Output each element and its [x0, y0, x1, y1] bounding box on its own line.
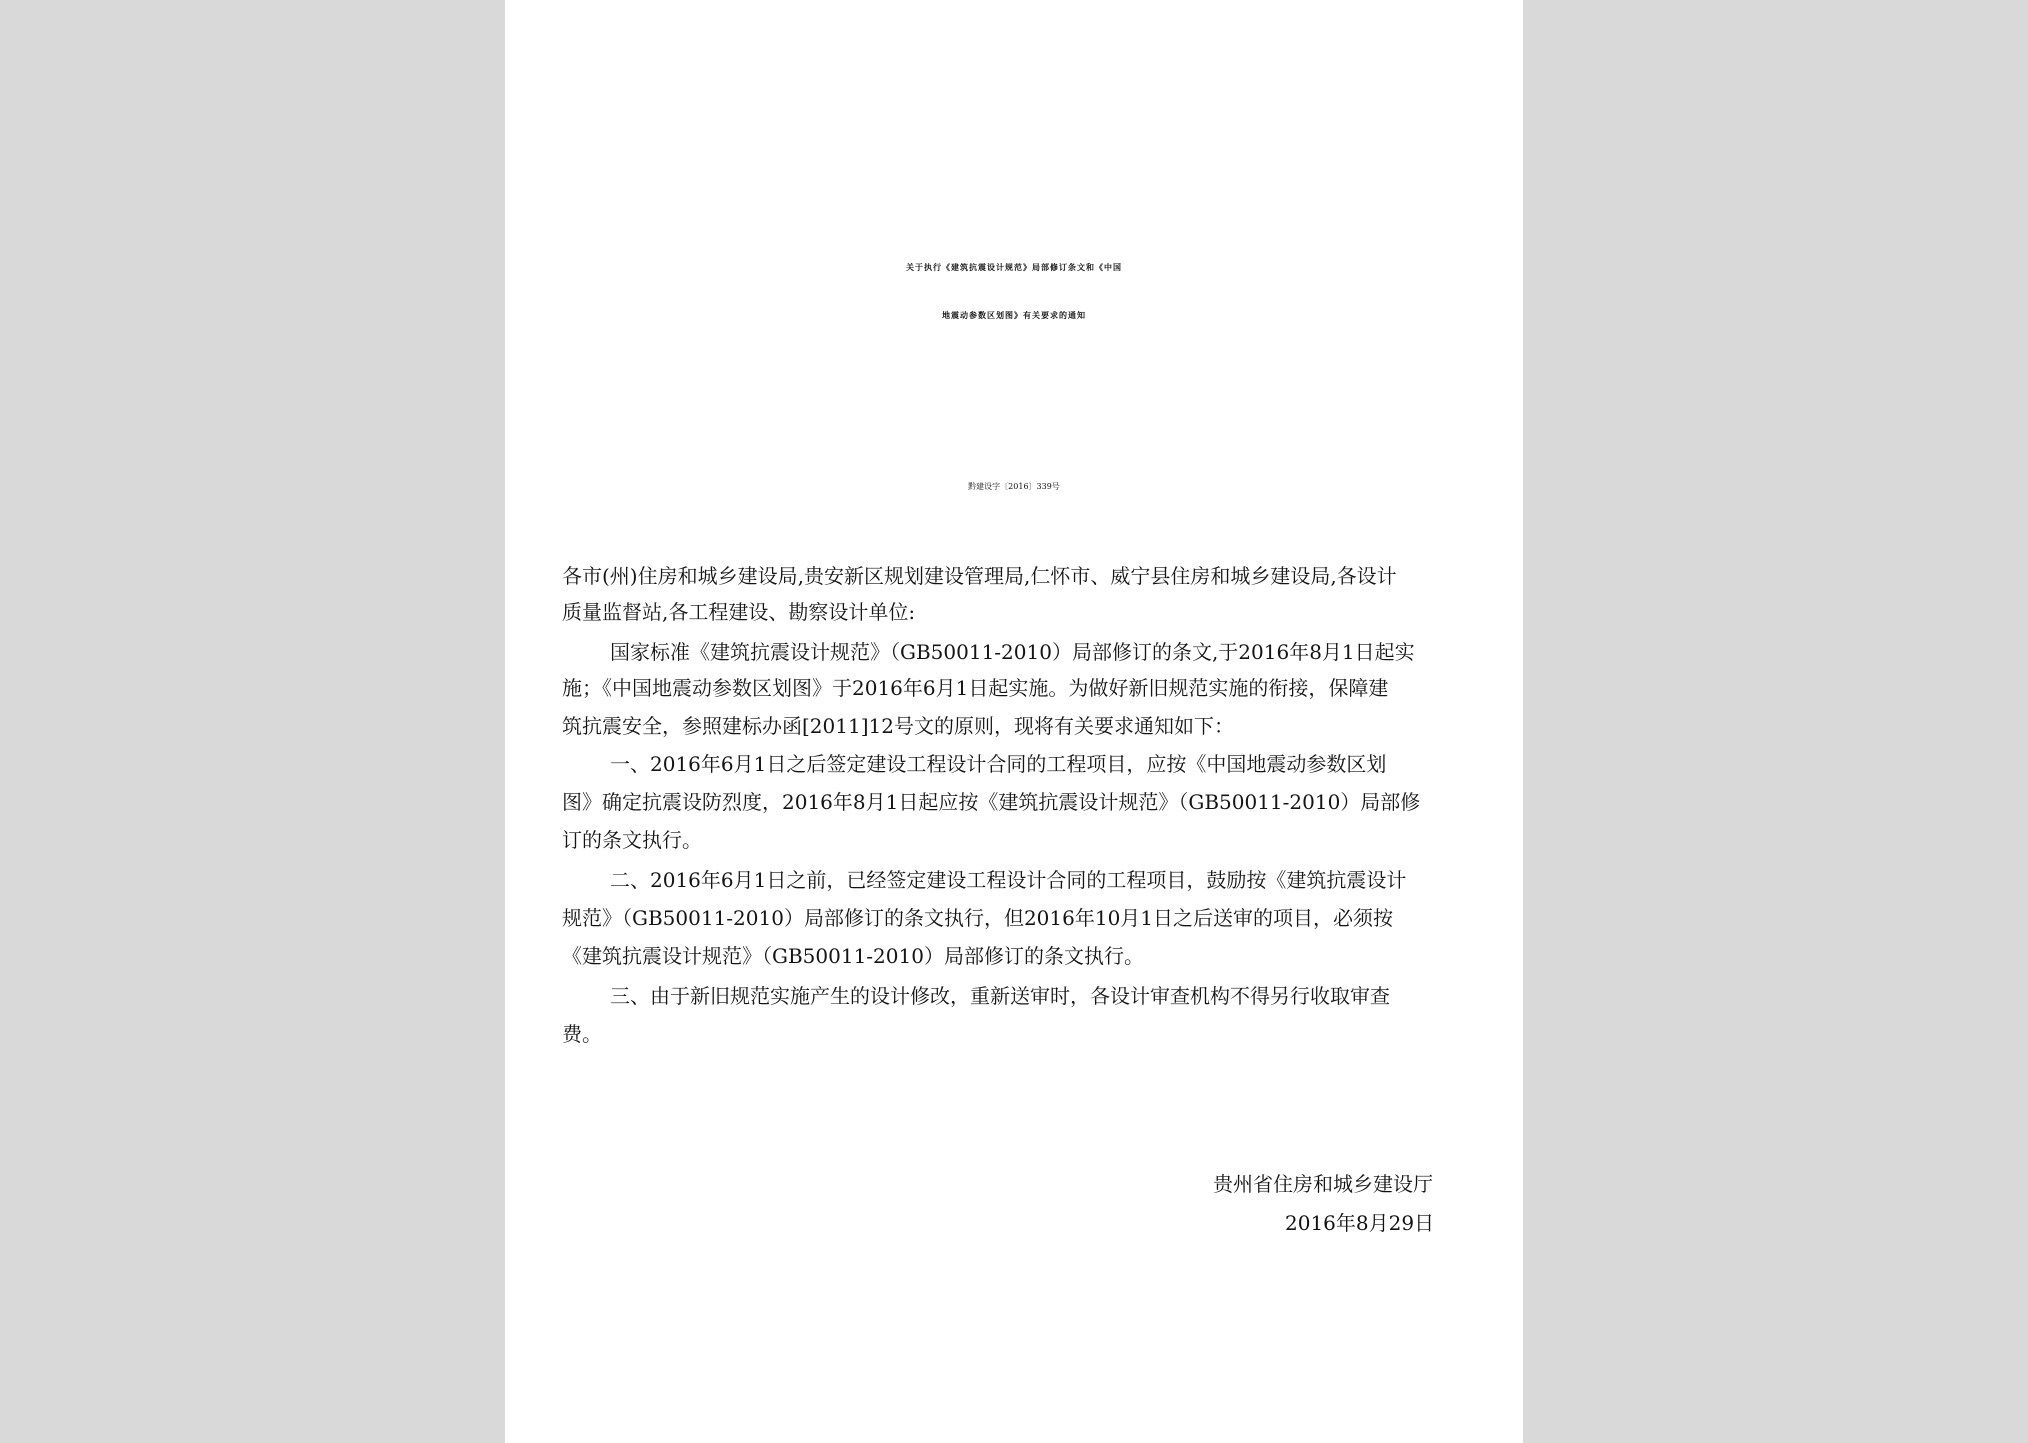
item-3-line-1: 三、由于新旧规范实施产生的设计修改，重新送审时，各设计审查机构不得另行收取审查 — [610, 984, 1390, 1008]
paragraph-intro-line-3: 筑抗震安全，参照建标办函[2011]12号文的原则，现将有关要求通知如下： — [562, 714, 1234, 738]
signature-date: 2016年8月29日 — [1285, 1211, 1435, 1235]
document-title-line-1: 关于执行《建筑抗震设计规范》局部修订条文和《中国 — [906, 262, 1122, 272]
item-2-line-2: 规范》（GB50011-2010）局部修订的条文执行，但2016年10月1日之后送审的项目，必须按 — [562, 906, 1394, 930]
item-1-line-2: 图》确定抗震设防烈度，2016年8月1日起应按《建筑抗震设计规范》（GB50011-2010）局部修 — [562, 790, 1421, 814]
item-2-line-1: 二、2016年6月1日之前，已经签定建设工程设计合同的工程项目，鼓励按《建筑抗震设计 — [610, 868, 1407, 892]
item-1-line-3: 订的条文执行。 — [562, 828, 702, 852]
item-3-line-2: 费。 — [562, 1022, 602, 1046]
document-number: 黔建设字〔2016〕339号 — [968, 482, 1060, 491]
signature-organization: 贵州省住房和城乡建设厅 — [1213, 1172, 1433, 1196]
paragraph-intro-line-1: 国家标准《建筑抗震设计规范》（GB50011-2010）局部修订的条文,于2016年8月1日起实 — [610, 640, 1415, 664]
recipients-line-2: 质量监督站,各工程建设、勘察设计单位: — [562, 600, 916, 624]
document-page — [505, 0, 1523, 1443]
item-2-line-3: 《建筑抗震设计规范》（GB50011-2010）局部修订的条文执行。 — [562, 944, 1144, 968]
document-title-line-2: 地震动参数区划图》有关要求的通知 — [942, 310, 1086, 320]
paragraph-intro-line-2: 施；《中国地震动参数区划图》于2016年6月1日起实施。为做好新旧规范实施的衔接，保障建 — [562, 676, 1389, 700]
item-1-line-1: 一、2016年6月1日之后签定建设工程设计合同的工程项目，应按《中国地震动参数区划 — [610, 752, 1387, 776]
recipients-line-1: 各市(州)住房和城乡建设局,贵安新区规划建设管理局,仁怀市、威宁县住房和城乡建设局,各设计 — [562, 564, 1397, 588]
